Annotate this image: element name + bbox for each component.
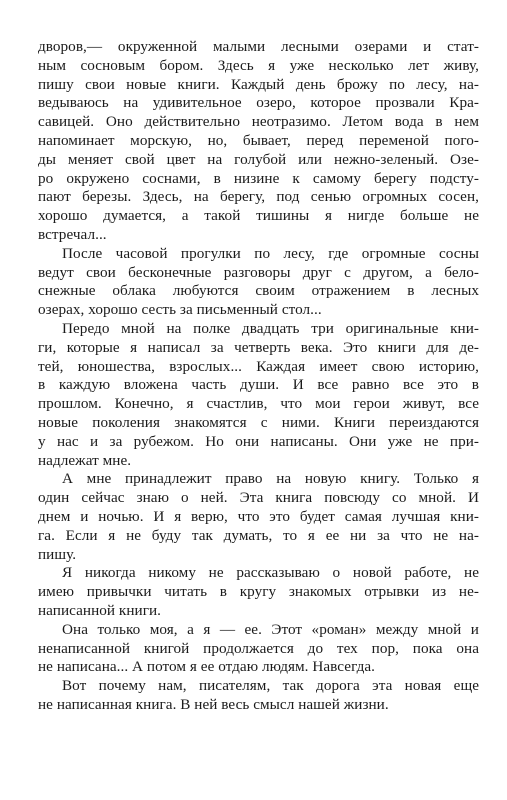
paragraph bbox=[38, 320, 479, 470]
text-line: А мне принадлежит право на новую книгу. Только я bbox=[62, 470, 479, 488]
text-line: пишу свои новые книги. Каждый день брожу по лесу, на- bbox=[38, 75, 479, 93]
text-line: савицей. Оно действительно неотразимо. Летом вода в нем bbox=[38, 113, 479, 131]
paragraph bbox=[38, 677, 479, 715]
text-line: снежные облака любуются своим отражением в лесных bbox=[38, 282, 479, 300]
text-line: После часовой прогулки по лесу, где огромные сосны bbox=[62, 244, 479, 262]
text-line: один сейчас знаю о ней. Эта книга повсюду со мной. И bbox=[38, 489, 479, 507]
text-line: встречал... bbox=[38, 225, 107, 243]
text-line: Я никогда никому не рассказываю о новой работе, не bbox=[62, 564, 479, 582]
text-line: ды меняет свой цвет на голубой или нежно-зеленый. Озе- bbox=[38, 150, 479, 168]
text-line: у нас и за рубежом. Но они написаны. Они уже не при- bbox=[38, 432, 479, 450]
paragraph bbox=[38, 245, 479, 320]
text-line: ведываюсь на удивительное озеро, которое прозвали Кра- bbox=[38, 94, 479, 112]
text-line: тей, юношества, взрослых... Каждая имеет свою историю, bbox=[38, 357, 479, 375]
paragraph bbox=[38, 564, 479, 620]
text-line: озерах, хорошо сесть за письменный стол... bbox=[38, 301, 322, 319]
text-line: пают березы. Здесь, на берегу, под сенью огромных сосен, bbox=[38, 188, 479, 206]
paragraph bbox=[38, 470, 479, 564]
text-line: не написана... А потом я ее отдаю людям. Навсегда. bbox=[38, 658, 376, 676]
text-line: днем и ночью. И я верю, что это будет самая лучшая кни- bbox=[38, 507, 479, 525]
text-line: написанной книги. bbox=[38, 601, 162, 619]
text-line: хорошо думается, а такой тишины я нигде больше не bbox=[38, 207, 479, 225]
text-line: ро окружено соснами, в низине к самому берегу подсту- bbox=[38, 169, 479, 187]
text-line: не написанная книга. В ней весь смысл нашей жизни. bbox=[38, 695, 389, 713]
text-line: имею привычки читать в кругу знакомых отрывки из не- bbox=[38, 583, 479, 601]
text-line: напоминает морскую, но, бывает, перед переменой пого- bbox=[38, 131, 479, 149]
text-line: ненаписанной книгой продолжается до тех пор, пока она bbox=[38, 639, 479, 657]
text-line: Передо мной на полке двадцать три оригинальные кни- bbox=[62, 319, 479, 337]
paragraph bbox=[38, 38, 479, 245]
text-line: надлежат мне. bbox=[38, 451, 132, 469]
text-line: пишу. bbox=[38, 545, 77, 563]
text-line: в каждую вложена часть души. И все равно все это в bbox=[38, 376, 479, 394]
text-line: га. Если я не буду так думать, то я ее ни за что не на- bbox=[38, 526, 479, 544]
text-line: новые поколения знакомятся с ними. Книги переиздаются bbox=[38, 413, 479, 431]
body-text bbox=[38, 38, 479, 715]
paragraph bbox=[38, 621, 479, 677]
text-line: прошлом. Конечно, я счастлив, что мои герои живут, все bbox=[38, 395, 479, 413]
text-line: ведут свои бесконечные разговоры друг с другом, а бело- bbox=[38, 263, 479, 281]
text-line: ным сосновым бором. Здесь я уже несколько лет живу, bbox=[38, 56, 479, 74]
text-line: ги, которые я написал за четверть века. Это книги для де- bbox=[38, 338, 479, 356]
text-line: дворов,— окруженной малыми лесными озерами и стат- bbox=[38, 38, 479, 55]
text-line: Она только моя, а я — ее. Этот «роман» между мной и bbox=[62, 620, 479, 638]
text-line: Вот почему нам, писателям, так дорога эта новая еще bbox=[62, 677, 479, 695]
